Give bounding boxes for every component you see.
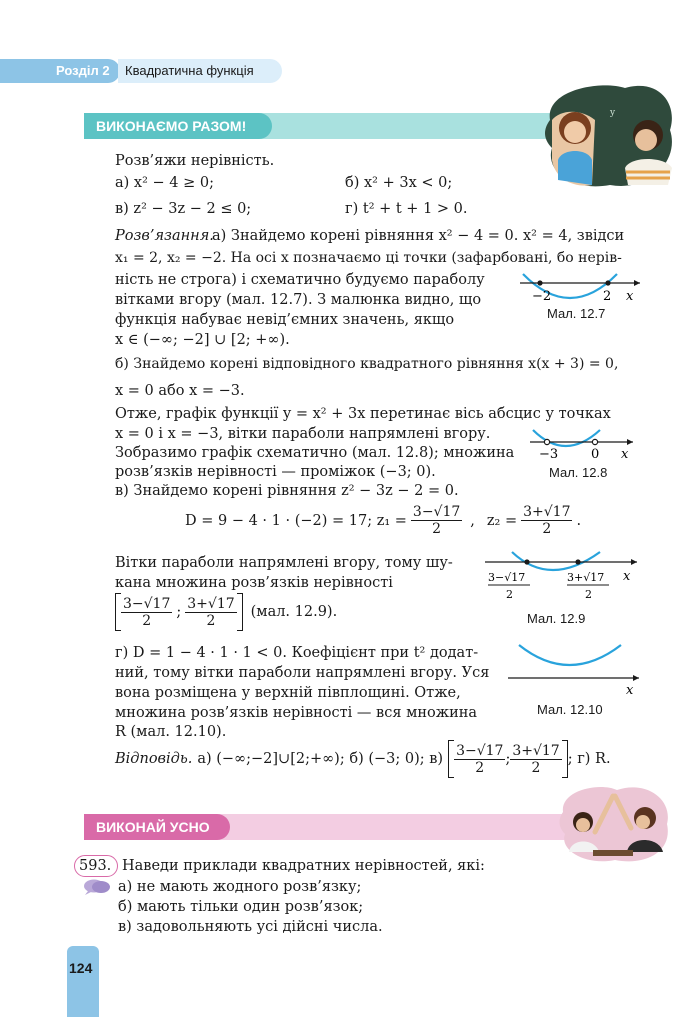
svg-text:y: y bbox=[610, 108, 616, 118]
bracket-right bbox=[237, 593, 243, 631]
exercise-option-b: б) мають тільки один розв’язок; bbox=[118, 899, 364, 915]
interval-right-den: 2 bbox=[206, 612, 216, 629]
label-left-den: 2 bbox=[506, 588, 513, 601]
interval-left-fraction bbox=[121, 596, 172, 629]
caption-12-8: Мал. 12.8 bbox=[549, 465, 608, 480]
parabola-curve bbox=[533, 430, 600, 446]
photo-kids-board bbox=[540, 80, 675, 190]
solution-line-3: ність не строга) і схематично будуємо параболу bbox=[115, 272, 485, 288]
task-intro: Розв’яжи нерівність. bbox=[115, 153, 275, 169]
parabola-curve bbox=[519, 645, 621, 665]
z2-denominator: 2 bbox=[542, 521, 552, 537]
point-right bbox=[592, 439, 597, 444]
axis-arrow bbox=[633, 675, 639, 681]
figure-12-8 bbox=[525, 426, 640, 462]
z1-fraction bbox=[411, 504, 462, 537]
photo-high-five bbox=[555, 782, 673, 864]
answer-right-den: 2 bbox=[531, 759, 541, 776]
comma: , bbox=[470, 512, 475, 529]
label-axis: x bbox=[626, 289, 634, 304]
interval-right-fraction bbox=[185, 596, 236, 629]
solution-g-3: вона розміщена у верхній півплощині. Отже, bbox=[115, 685, 461, 701]
z2-fraction bbox=[521, 504, 572, 537]
discriminant-line bbox=[185, 504, 581, 537]
solution-b-5: Зобразимо графік схематично (мал. 12.8); множина bbox=[115, 445, 515, 461]
axis-arrow bbox=[627, 439, 633, 445]
solution-b-2: x = 0 або x = −3. bbox=[115, 383, 245, 399]
label-right-den: 2 bbox=[585, 588, 592, 601]
solution-line-1: а) Знайдемо корені рівняння x² − 4 = 0. x² = 4, звідси bbox=[212, 228, 625, 244]
page-number: 124 bbox=[69, 960, 93, 976]
label-left: −3 bbox=[539, 447, 559, 462]
banner-together-label: ВИКОНАЄМО РАЗОМ! bbox=[96, 118, 247, 134]
speech-bubble-icon bbox=[82, 878, 112, 896]
task-g: г) t² + t + 1 > 0. bbox=[345, 201, 468, 217]
z2-numerator: 3+√17 bbox=[523, 504, 571, 520]
task-b: б) x² + 3x < 0; bbox=[345, 175, 453, 191]
solution-line-5: функція набуває невід’ємних значень, якщо bbox=[115, 312, 455, 328]
answer-g: ; г) R. bbox=[567, 751, 611, 767]
label-right: 0 bbox=[591, 447, 600, 462]
semicolon: ; bbox=[176, 604, 182, 620]
section-title: Квадратична функція bbox=[125, 63, 254, 78]
solution-b-4: x = 0 і x = −3, вітки параболи напрямлені вгору. bbox=[115, 426, 491, 442]
solution-b-1: б) Знайдемо корені відповідного квадратного рівняння x(x + 3) = 0, bbox=[115, 356, 619, 372]
solution-v-2: Вітки параболи напрямлені вгору, тому шу- bbox=[115, 555, 453, 571]
solution-b-3: Отже, графік функції y = x² + 3x перетинає вісь абсцис у точках bbox=[115, 406, 611, 422]
answer-right-fraction bbox=[510, 743, 561, 776]
answer-left-fraction bbox=[454, 743, 505, 776]
interval-left-num: 3−√17 bbox=[123, 595, 171, 612]
banner-oral bbox=[84, 814, 230, 840]
solution-line-6: x ∈ (−∞; −2] ∪ [2; +∞). bbox=[115, 332, 290, 348]
answer-left-den: 2 bbox=[475, 759, 485, 776]
point-left bbox=[524, 559, 529, 564]
task-v: в) z² − 3z − 2 ≤ 0; bbox=[115, 201, 252, 217]
exercise-option-c: в) задовольняють усі дійсні числа. bbox=[118, 919, 383, 935]
z1-denominator: 2 bbox=[432, 521, 442, 537]
banner-together bbox=[84, 113, 272, 139]
interval-right-num: 3+√17 bbox=[187, 595, 235, 612]
task-a: а) x² − 4 ≥ 0; bbox=[115, 175, 214, 191]
label-right-num: 3+√17 bbox=[567, 571, 605, 584]
axis-arrow bbox=[631, 559, 637, 565]
caption-12-9: Мал. 12.9 bbox=[527, 611, 586, 626]
solution-label: Розв’язання. bbox=[115, 228, 214, 244]
answer-line bbox=[115, 740, 611, 778]
answer-left-num: 3−√17 bbox=[456, 742, 504, 759]
solution-v-1: в) Знайдемо корені рівняння z² − 3z − 2 = 0. bbox=[115, 483, 459, 499]
exercise-prompt: Наведи приклади квадратних нерівностей, які: bbox=[122, 858, 485, 874]
solution-g-4: множина розв’язків нерівності — вся множина bbox=[115, 705, 478, 721]
exercise-option-a: а) не мають жодного розв’язку; bbox=[118, 879, 362, 895]
axis-arrow bbox=[634, 280, 640, 286]
point-left bbox=[544, 439, 549, 444]
interval-left-den: 2 bbox=[142, 612, 152, 629]
figure-12-7 bbox=[515, 262, 645, 306]
page-number-tab bbox=[67, 946, 99, 1017]
solution-line-2: x₁ = 2, x₂ = −2. На осі x позначаємо ці точки (зафарбовані, бо нерів- bbox=[115, 250, 622, 266]
label-axis: x bbox=[623, 569, 631, 584]
label-axis: x bbox=[626, 683, 634, 698]
caption-12-7: Мал. 12.7 bbox=[547, 306, 606, 321]
section-label: Розділ 2 bbox=[56, 63, 110, 78]
label-axis: x bbox=[621, 447, 629, 462]
z1-numerator: 3−√17 bbox=[412, 504, 461, 520]
z2-text: z₂ = bbox=[486, 512, 518, 529]
section-header bbox=[0, 59, 282, 83]
solution-g-1: г) D = 1 − 4 · 1 · 1 < 0. Коефіцієнт при t² додат- bbox=[115, 645, 479, 661]
solution-line-4: вітками вгору (мал. 12.7). З малюнка видно, що bbox=[115, 292, 482, 308]
exercise-number: 593. bbox=[79, 858, 112, 874]
period: . bbox=[576, 512, 582, 529]
interval-answer-v bbox=[115, 593, 337, 631]
discriminant-text: D = 9 − 4 · 1 · (−2) = 17; z₁ = bbox=[185, 512, 407, 529]
solution-g-5: R (мал. 12.10). bbox=[115, 724, 227, 740]
label-left-num: 3−√17 bbox=[488, 571, 526, 584]
answer-right-num: 3+√17 bbox=[512, 742, 560, 759]
point-right bbox=[575, 559, 580, 564]
figure-12-9 bbox=[482, 548, 642, 606]
solution-b-6: розв’язків нерівності — проміжок (−3; 0). bbox=[115, 464, 436, 480]
point-left bbox=[537, 280, 542, 285]
answer-semicolon: ; bbox=[505, 751, 511, 767]
point-right bbox=[605, 280, 610, 285]
answer-a-b: а) (−∞;−2]∪[2;+∞); б) (−3; 0); в) bbox=[197, 751, 444, 767]
answer-label: Відповідь. bbox=[115, 751, 193, 767]
label-left: −2 bbox=[532, 289, 552, 304]
label-right: 2 bbox=[603, 289, 612, 304]
figure-12-10 bbox=[505, 640, 645, 700]
caption-12-10: Мал. 12.10 bbox=[537, 702, 603, 717]
solution-v-3: кана множина розв’язків нерівності bbox=[115, 575, 393, 591]
banner-oral-label: ВИКОНАЙ УСНО bbox=[96, 819, 210, 835]
solution-g-2: ний, тому вітки параболи напрямлені вгору. Уся bbox=[115, 665, 490, 681]
ref-12-9: (мал. 12.9). bbox=[250, 604, 338, 620]
